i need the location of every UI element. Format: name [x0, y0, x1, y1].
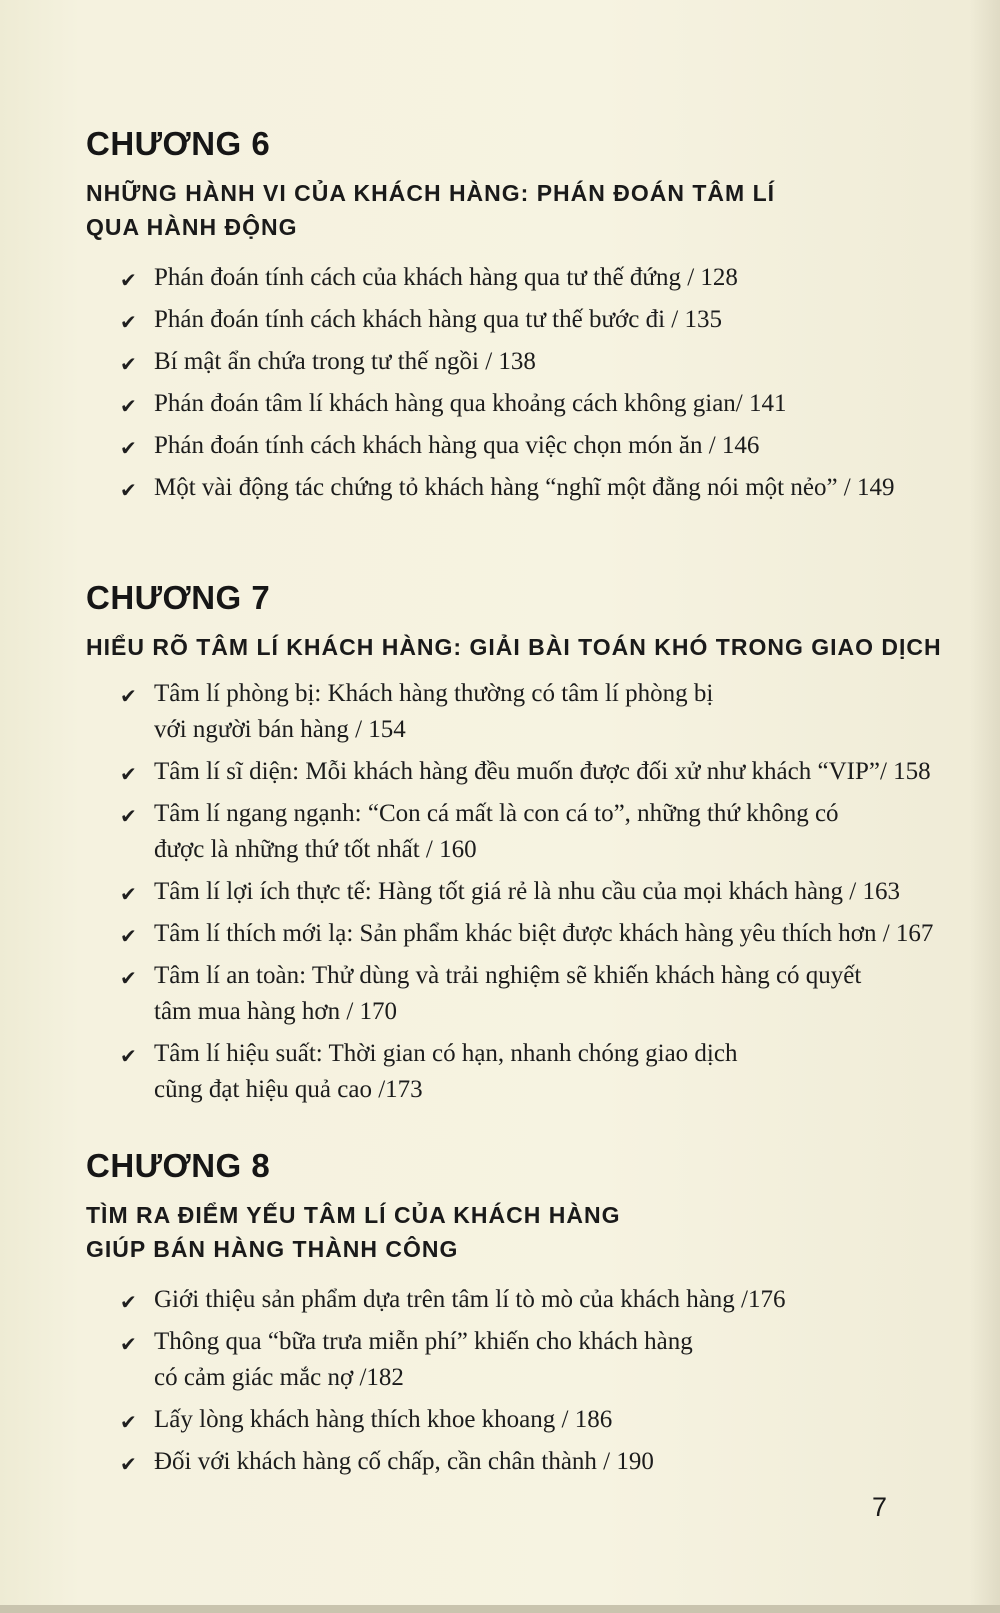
toc-entry[interactable]: [86, 1036, 946, 1108]
checkmark-icon: ✔: [120, 882, 137, 906]
toc-entry-line: với người bán hàng / 154: [154, 716, 406, 743]
toc-entry-text: Một vài động tác chứng tỏ khách hàng “nghĩ một đằng nói một nẻo” / 149: [154, 474, 895, 501]
toc-entry[interactable]: [86, 874, 946, 910]
checkmark-icon: ✔: [120, 478, 137, 502]
toc-entry-line: Tâm lí thích mới lạ: Sản phẩm khác biệt được khách hàng yêu thích hơn / 167: [154, 920, 934, 947]
toc-entry[interactable]: [86, 344, 906, 380]
checkmark-icon: ✔: [120, 1044, 137, 1068]
toc-entry-line: Tâm lí phòng bị: Khách hàng thường có tâm lí phòng bị: [154, 680, 714, 707]
checkmark-icon: ✔: [120, 762, 137, 786]
chapter-title: CHƯƠNG 6: [86, 125, 271, 162]
toc-entry-line: cũng đạt hiệu quả cao /173: [154, 1076, 423, 1103]
toc-entry[interactable]: [86, 386, 906, 422]
chapter-8: [86, 1146, 906, 1486]
toc-list: [86, 1282, 906, 1480]
toc-entry[interactable]: [86, 260, 906, 296]
checkmark-icon: ✔: [120, 394, 137, 418]
toc-entry-line: Tâm lí hiệu suất: Thời gian có hạn, nhanh chóng giao dịch: [154, 1040, 738, 1067]
chapter-subtitle-line: NHỮNG HÀNH VI CỦA KHÁCH HÀNG: PHÁN ĐOÁN TÂM LÍ: [86, 180, 776, 206]
toc-entry-line: Tâm lí an toàn: Thử dùng và trải nghiệm sẽ khiến khách hàng có quyết: [154, 962, 862, 989]
toc-entry[interactable]: [86, 1324, 906, 1396]
toc-entry-text: Phán đoán tính cách khách hàng qua việc chọn món ăn / 146: [154, 432, 760, 459]
checkmark-icon: ✔: [120, 268, 137, 292]
chapter-subtitle-line: GIÚP BÁN HÀNG THÀNH CÔNG: [86, 1236, 459, 1262]
toc-entry-line: Giới thiệu sản phẩm dựa trên tâm lí tò mò của khách hàng /176: [154, 1286, 786, 1313]
toc-entry-text: Phán đoán tâm lí khách hàng qua khoảng cách không gian/ 141: [154, 390, 787, 417]
toc-entry-line: Đối với khách hàng cố chấp, cần chân thành / 190: [154, 1448, 654, 1475]
chapter-7: [86, 578, 946, 1114]
checkmark-icon: ✔: [120, 804, 137, 828]
toc-entry[interactable]: [86, 1444, 906, 1480]
toc-entry[interactable]: [86, 958, 946, 1030]
toc-entry[interactable]: [86, 302, 906, 338]
toc-entry-line: tâm mua hàng hơn / 170: [154, 998, 398, 1025]
chapter-subtitle-line: TÌM RA ĐIỂM YẾU TÂM LÍ CỦA KHÁCH HÀNG: [86, 1202, 621, 1228]
checkmark-icon: ✔: [120, 352, 137, 376]
page-edge-shadow: [970, 0, 1000, 1613]
toc-entry-line: Lấy lòng khách hàng thích khoe khoang / 186: [154, 1406, 613, 1433]
toc-entry[interactable]: [86, 428, 906, 464]
toc-entry-line: Thông qua “bữa trưa miễn phí” khiến cho khách hàng: [154, 1328, 693, 1355]
toc-list: [86, 676, 946, 1108]
toc-entry-line: Tâm lí sĩ diện: Mỗi khách hàng đều muốn được đối xử như khách “VIP”/ 158: [154, 758, 931, 785]
toc-entry[interactable]: [86, 796, 946, 868]
checkmark-icon: ✔: [120, 1290, 137, 1314]
toc-entry-line: được là những thứ tốt nhất / 160: [154, 836, 477, 863]
toc-entry-line: Tâm lí lợi ích thực tế: Hàng tốt giá rẻ là nhu cầu của mọi khách hàng / 163: [154, 878, 900, 905]
checkmark-icon: ✔: [120, 684, 137, 708]
toc-entry-text: Bí mật ẩn chứa trong tư thế ngồi / 138: [154, 348, 536, 375]
page-bottom-edge: [0, 1605, 1000, 1613]
chapter-title: CHƯƠNG 7: [86, 579, 271, 616]
toc-entry[interactable]: [86, 470, 906, 506]
chapter-subtitle: [86, 1198, 906, 1266]
toc-entry-text: Phán đoán tính cách của khách hàng qua tư thế đứng / 128: [154, 264, 738, 291]
toc-entry[interactable]: [86, 1402, 906, 1438]
toc-entry[interactable]: [86, 754, 946, 790]
checkmark-icon: ✔: [120, 924, 137, 948]
checkmark-icon: ✔: [120, 1332, 137, 1356]
chapter-subtitle: [86, 630, 946, 664]
chapter-subtitle-line: QUA HÀNH ĐỘNG: [86, 214, 298, 240]
chapter-subtitle: [86, 176, 906, 244]
checkmark-icon: ✔: [120, 436, 137, 460]
checkmark-icon: ✔: [120, 966, 137, 990]
checkmark-icon: ✔: [120, 1410, 137, 1434]
toc-entry-line: có cảm giác mắc nợ /182: [154, 1364, 404, 1391]
toc-entry[interactable]: [86, 676, 946, 748]
toc-entry[interactable]: [86, 916, 946, 952]
chapter-6: [86, 124, 906, 512]
toc-list: [86, 260, 906, 506]
toc-entry-line: Tâm lí ngang ngạnh: “Con cá mất là con cá to”, những thứ không có: [154, 800, 839, 827]
toc-entry[interactable]: [86, 1282, 906, 1318]
chapter-subtitle-line: HIỂU RÕ TÂM LÍ KHÁCH HÀNG: GIẢI BÀI TOÁN KHÓ TRONG GIAO DỊCH: [86, 634, 942, 660]
page-number: 7: [872, 1492, 888, 1522]
checkmark-icon: ✔: [120, 1452, 137, 1476]
chapter-title: CHƯƠNG 8: [86, 1147, 271, 1184]
checkmark-icon: ✔: [120, 310, 137, 334]
toc-entry-text: Phán đoán tính cách khách hàng qua tư thế bước đi / 135: [154, 306, 722, 333]
